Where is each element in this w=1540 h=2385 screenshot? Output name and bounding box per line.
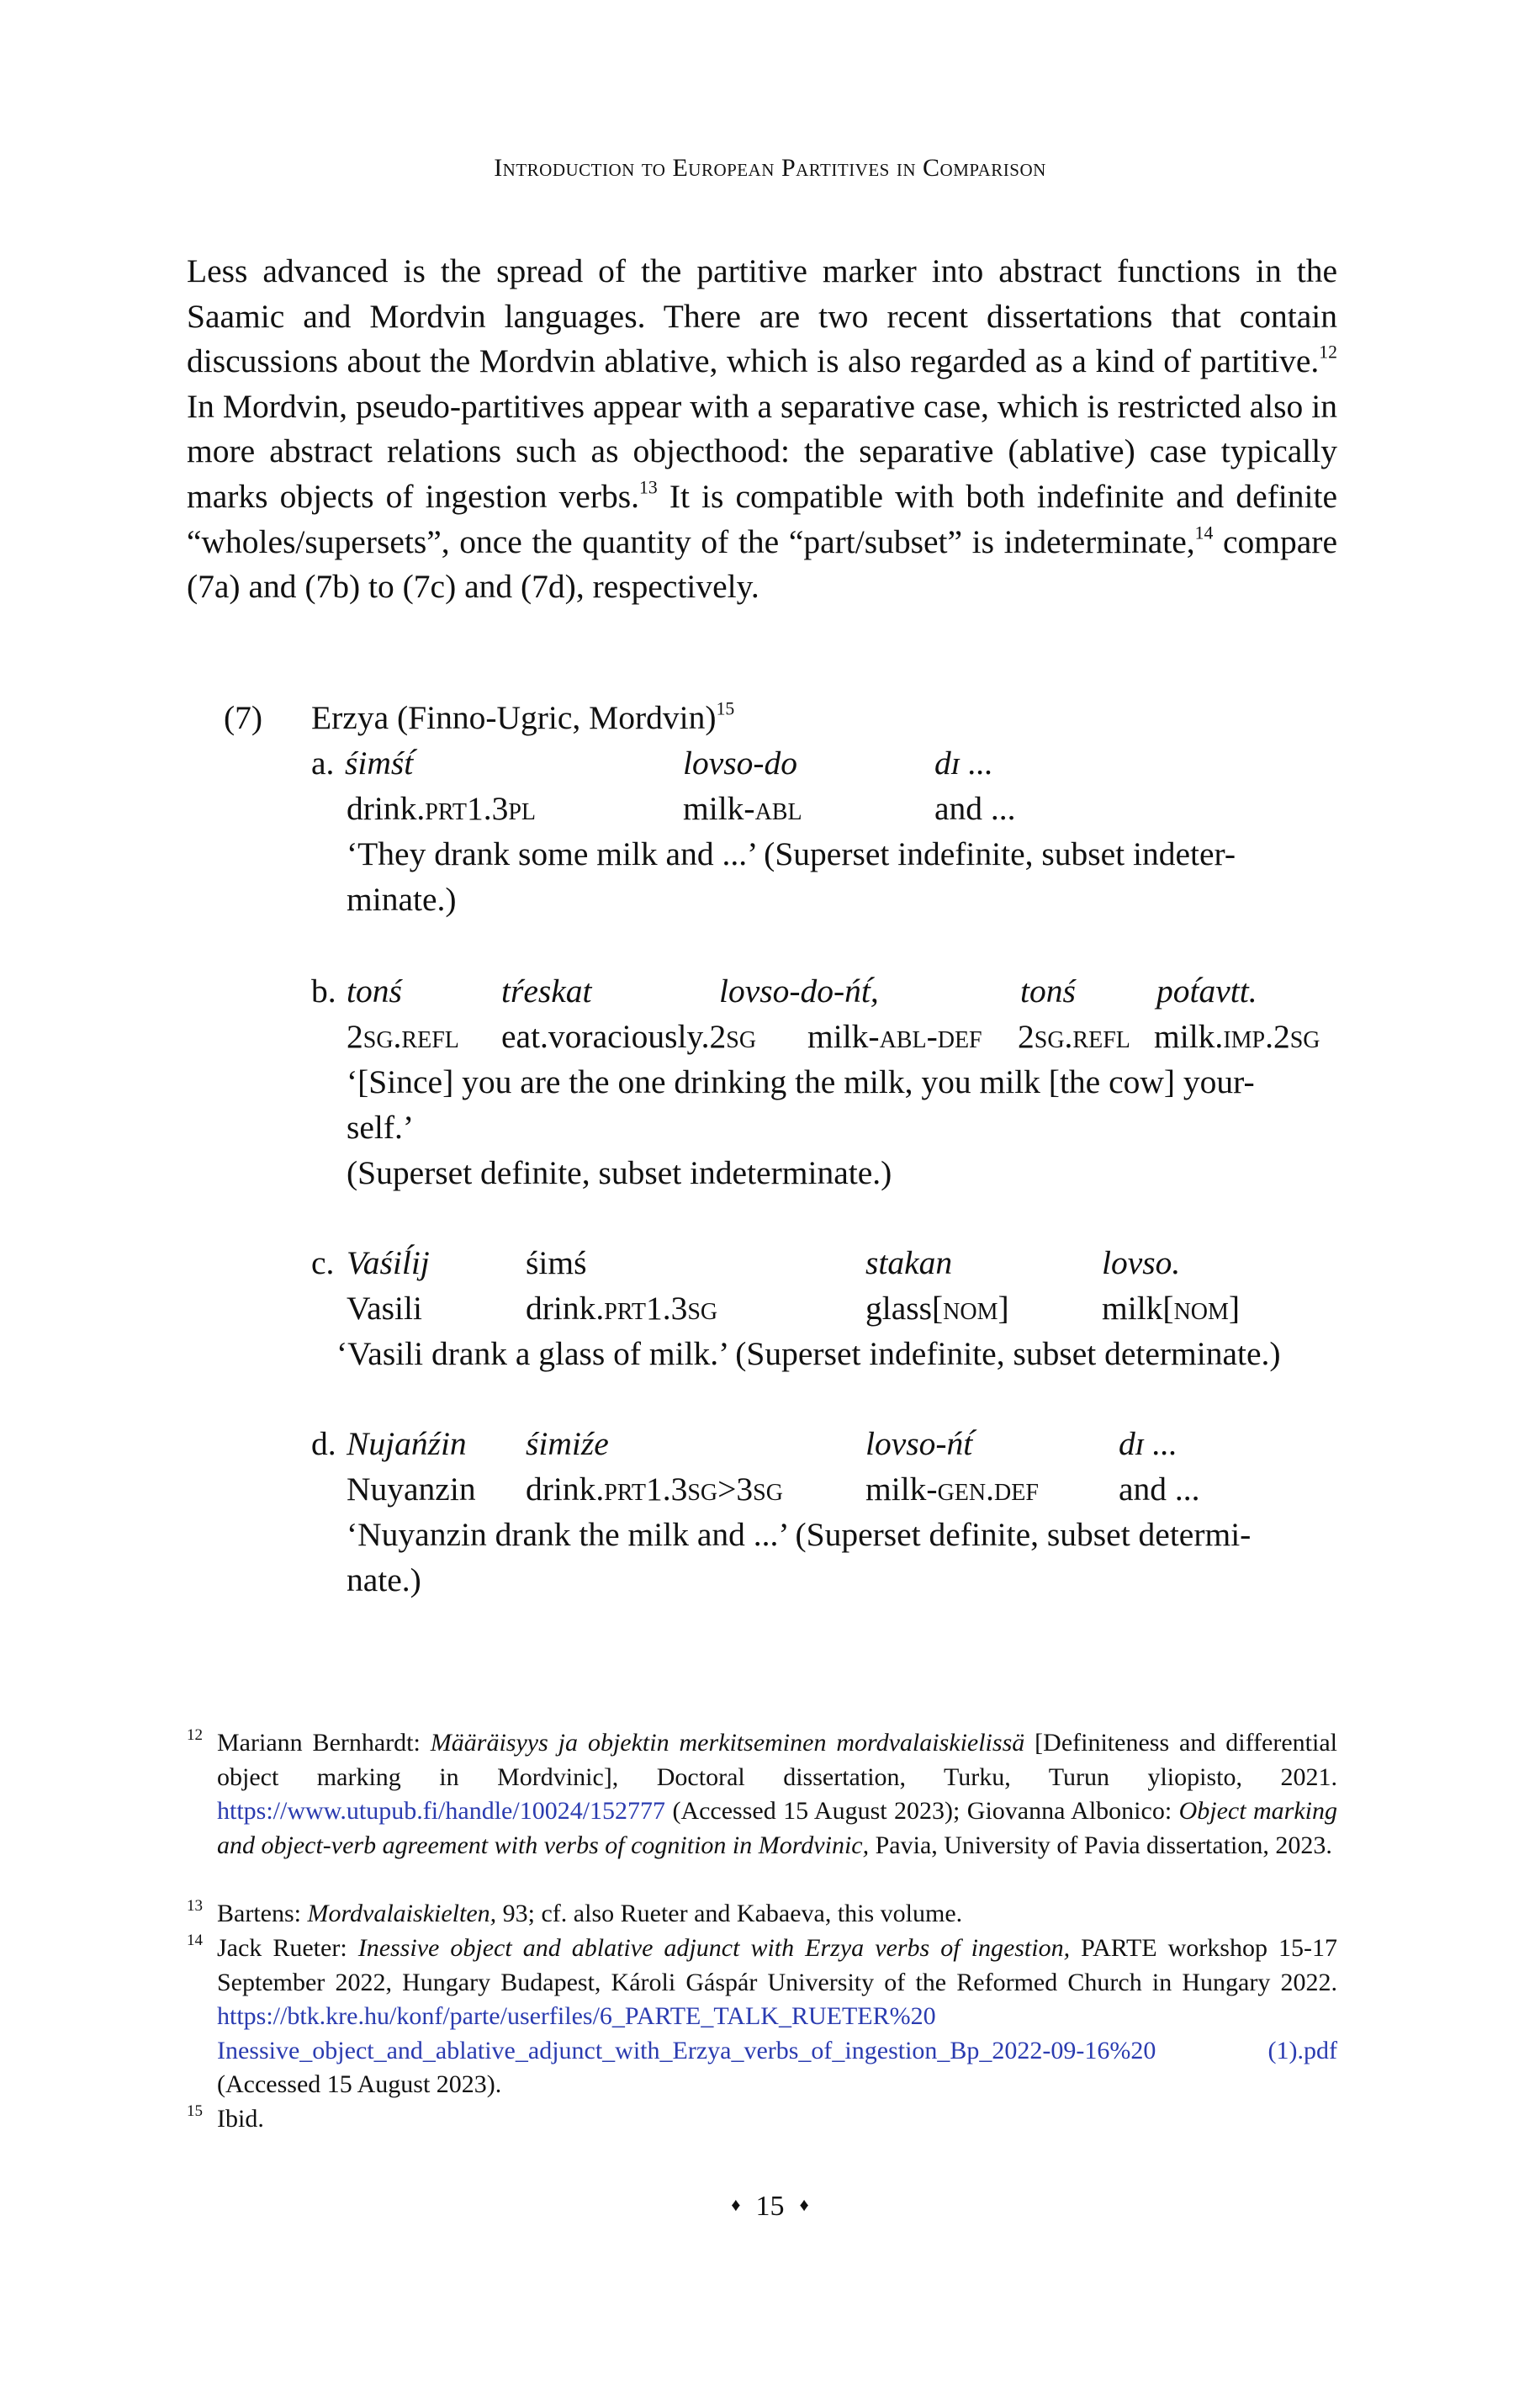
- footnote-title: Määräisyys ja objektin merkitseminen mordvalaiskielissä: [430, 1729, 1025, 1757]
- footnote-text-part: PARTE workshop 15-17 September 2022, Hungary Budapest, Károli Gáspár University of the Reformed Church in Hungary 2022.: [217, 1934, 1338, 1996]
- gloss-word: tonś: [347, 973, 402, 1010]
- gloss-word: śimiźe: [526, 1425, 609, 1462]
- footnote-ref[interactable]: 14: [1194, 522, 1214, 543]
- gloss-line: drink.prt1.3sg: [526, 1290, 718, 1327]
- footnote-text-part: Pavia, University of Pavia dissertation, 2023.: [869, 1831, 1332, 1859]
- example-label: c.: [311, 1244, 335, 1281]
- gloss-line: 2sg.refl: [347, 1018, 459, 1055]
- gloss-line: glass[nom]: [865, 1290, 1009, 1327]
- translation: ‘They drank some milk and ...’ (Superset indefinite, subset indeter-: [347, 835, 1236, 872]
- footnote-text-part: (Accessed 15 August 2023).: [217, 2070, 502, 2098]
- translation-note: (Superset definite, subset indeterminate.): [347, 1154, 892, 1191]
- translation: ‘Nuyanzin drank the milk and ...’ (Superset definite, subset determi-: [347, 1516, 1252, 1553]
- footnote-text: [217, 1897, 1337, 1932]
- page-number: [0, 2191, 1540, 2223]
- ornament-diamond-icon: ♦: [799, 2194, 809, 2215]
- gloss-line: drink.prt1.3pl: [347, 790, 536, 827]
- gloss-word: lovso-ńt́: [865, 1425, 973, 1462]
- footnote-text-part: 93; cf. also Rueter and Kabaeva, this volume.: [496, 1900, 963, 1927]
- translation: ‘Vasili drank a glass of milk.’ (Superset indefinite, subset determinate.): [336, 1335, 1281, 1372]
- gloss-line: and ...: [934, 790, 1016, 827]
- gloss-word: pot́avtt.: [1156, 973, 1257, 1010]
- gloss-word: lovso.: [1102, 1244, 1181, 1281]
- example-label: d.: [311, 1425, 336, 1462]
- footnote-15: [187, 2102, 1337, 2137]
- gloss-word: tonś: [1020, 973, 1076, 1010]
- running-head: Introduction to European Partitives in Comparison: [494, 154, 1046, 182]
- gloss-word: dɪ ...: [1119, 1425, 1177, 1462]
- footnote-number: 12: [187, 1726, 203, 1744]
- gloss-line: 2sg.refl: [1018, 1018, 1130, 1055]
- footnote-title: Inessive object and ablative adjunct with Erzya verbs of ingestion,: [357, 1934, 1071, 1962]
- translation: minate.): [347, 881, 457, 918]
- example-label: b.: [311, 973, 336, 1010]
- footnote-ref[interactable]: 15: [716, 698, 735, 719]
- gloss-word: Nujańźin: [347, 1425, 467, 1462]
- gloss-line: milk-abl: [683, 790, 802, 827]
- example-label: a.: [311, 745, 335, 782]
- footnote-text-part: (Accessed 15 August 2023); Giovanna Albonico:: [665, 1797, 1179, 1825]
- gloss-word: dɪ ...: [934, 745, 993, 782]
- translation: self.’: [347, 1109, 415, 1146]
- translation: ‘[Since] you are the one drinking the milk, you milk [the cow] your-: [347, 1063, 1255, 1100]
- gloss-line: milk-gen.def: [865, 1471, 1039, 1508]
- example-number: (7): [224, 699, 263, 736]
- example-language: Erzya (Finno-Ugric, Mordvin): [311, 699, 717, 736]
- footnote-author: Mariann Bernhardt:: [217, 1729, 431, 1757]
- footnote-text: [217, 1932, 1337, 2102]
- gloss-word: tŕeskat: [501, 973, 592, 1010]
- ornament-diamond-icon: ♦: [731, 2194, 741, 2215]
- footnote-ref[interactable]: 13: [639, 477, 658, 498]
- footnote-author: Jack Rueter:: [217, 1934, 358, 1962]
- page-number-value: 15: [755, 2191, 785, 2222]
- footnote-text: Ibid.: [217, 2105, 264, 2133]
- footnote-number: 13: [187, 1897, 203, 1915]
- footnote-14: [187, 1932, 1337, 2102]
- footnote-ref[interactable]: 12: [1319, 342, 1337, 363]
- gloss-line: Nuyanzin: [347, 1471, 476, 1508]
- gloss-word: lovso-do: [683, 745, 798, 782]
- gloss-word: Vaśiĺij: [347, 1244, 430, 1281]
- gloss-word: stakan: [865, 1244, 953, 1281]
- footnote-number: 14: [187, 1932, 203, 1949]
- footnote-13: [187, 1897, 1337, 1932]
- footnote-link[interactable]: https://btk.kre.hu/konf/parte/userfiles/6_PARTE_TALK_RUETER%20 Inessive_object_and_ablative_adjunct_with_Erzya_verbs_of_ingestion_Bp_2022-09-16%20 (1).pdf: [217, 2002, 1337, 2064]
- gloss-line: and ...: [1119, 1471, 1200, 1508]
- translation: nate.): [347, 1561, 421, 1598]
- example-heading: [311, 698, 734, 737]
- footnote-title: Object marking and object-verb agreement with verbs of cognition in Mordvinic,: [217, 1797, 1337, 1859]
- paragraph-text: Less advanced is the spread of the partitive marker into abstract functions in the Saamic and Mordvin languages. There are two recent dissertations that contain discussions about the Mordvin ablative, which is also regarded as a kind of partitive.: [187, 252, 1337, 380]
- footnote-12: [187, 1726, 1337, 1863]
- gloss-word: śimśt́: [345, 745, 414, 782]
- footnote-text-part: [Definiteness and differential object marking in Mordvinic], Doctoral dissertation, Turku, Turun yliopisto, 2021.: [217, 1729, 1337, 1791]
- paragraph-text: In Mordvin, pseudo-partitives appear with a separative case, which is restricted also in more abstract relations such as objecthood: the separative (ablative) case typically marks objects of ingestion verbs.: [187, 387, 1337, 515]
- gloss-word: śimś: [526, 1244, 587, 1281]
- gloss-line: milk.imp.2sg: [1154, 1018, 1320, 1055]
- footnote-number: 15: [187, 2102, 203, 2120]
- gloss-word: lovso-do-ńt́,: [719, 973, 879, 1010]
- gloss-line: milk[nom]: [1102, 1290, 1241, 1327]
- footnote-text: [217, 1726, 1337, 1863]
- gloss-line: milk-abl-def: [807, 1018, 982, 1055]
- gloss-line: drink.prt1.3sg>3sg: [526, 1471, 783, 1508]
- footnote-author: Bartens:: [217, 1900, 308, 1927]
- gloss-line: eat.voraciously.2sg: [501, 1018, 757, 1055]
- paragraph-text: It is compatible with both indefinite and definite “wholes/supersets”, once the quantity of the “part/subset” is indeterminate,: [187, 477, 1337, 560]
- footnote-title: Mordvalaiskielten,: [307, 1900, 497, 1927]
- gloss-line: Vasili: [347, 1290, 422, 1327]
- paragraph-text: compare (7a) and (7b) to (7c) and (7d), respectively.: [187, 522, 1337, 606]
- body-paragraph: [187, 249, 1337, 610]
- footnote-link[interactable]: https://www.utupub.fi/handle/10024/152777: [217, 1797, 666, 1825]
